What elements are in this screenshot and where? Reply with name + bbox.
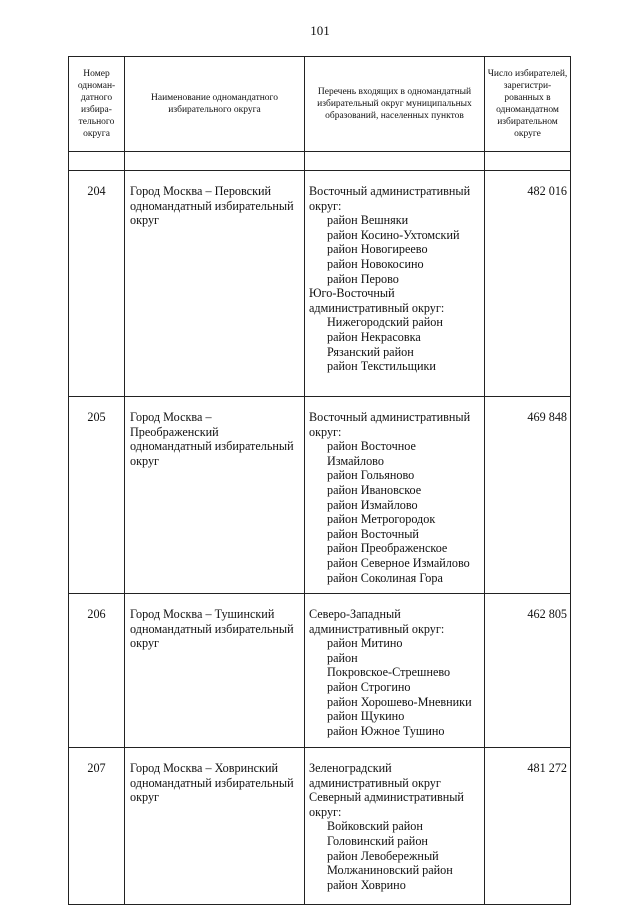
municipality-line: район Ивановское xyxy=(327,482,422,497)
municipality-line: Нижегородский район xyxy=(327,315,443,330)
municipality-line: Северный административный xyxy=(309,790,464,805)
district-name: Город Москва – Преображенский одномандатный избирательный округ xyxy=(125,397,305,594)
municipality-line: район Некрасовка xyxy=(327,329,421,344)
table-row xyxy=(69,748,571,905)
table-row xyxy=(69,171,571,397)
district-name: Город Москва – Тушинский одномандатный избирательный округ xyxy=(125,594,305,748)
municipality-line: район Перово xyxy=(327,271,399,286)
municipality-list xyxy=(305,748,485,905)
municipality-line: Восточный административный xyxy=(309,184,471,198)
header-voter-count: Число избирателей, зарегистри- рованных в одномандатном избирательном округе xyxy=(485,57,571,152)
municipality-line: административный округ: xyxy=(309,300,445,315)
municipality-line: район Вешняки xyxy=(327,213,409,228)
municipality-line: район Митино xyxy=(327,636,403,651)
municipality-line: район Соколиная Гора xyxy=(327,570,443,585)
municipality-line: административный округ: xyxy=(309,621,445,636)
table-header-row xyxy=(69,57,571,152)
municipality-line: район Хорошево-Мневники xyxy=(327,694,472,709)
district-name: Город Москва – Перовский одномандатный избирательный округ xyxy=(125,171,305,397)
voter-count: 481 272 xyxy=(485,748,571,905)
municipality-line: район Новокосино xyxy=(327,256,424,271)
municipality-line: Войковский район xyxy=(327,819,423,834)
municipality-line: район Косино-Ухтомский xyxy=(327,227,460,242)
spacer-row xyxy=(69,152,571,171)
municipality-line: район Щукино xyxy=(327,709,405,724)
municipality-line: Северо-Западный xyxy=(309,607,401,621)
table-row xyxy=(69,594,571,748)
municipality-list xyxy=(305,397,485,594)
municipality-line: район Южное Тушино xyxy=(327,723,445,738)
header-municipalities: Перечень входящих в одномандатный избирательный округ муниципальных образований, населенных пунктов xyxy=(305,57,485,152)
municipality-line: район Измайлово xyxy=(327,497,418,512)
header-district-number: Номер одноман- датного избира- тельного округа xyxy=(69,57,125,152)
municipality-line: район Строгино xyxy=(327,679,411,694)
municipality-list xyxy=(305,171,485,397)
municipality-line: район Гольяново xyxy=(327,468,415,483)
municipality-line: административный округ xyxy=(309,775,441,790)
municipality-line: район xyxy=(327,650,358,665)
voter-count: 482 016 xyxy=(485,171,571,397)
municipality-line: Покровское-Стрешнево xyxy=(327,665,451,680)
municipality-line: Молжаниновский район xyxy=(327,863,453,878)
municipality-line: Восточный административный xyxy=(309,410,471,424)
municipality-line: район Преображенское xyxy=(327,541,448,556)
municipality-line: район Метрогородок xyxy=(327,512,436,527)
district-number: 206 xyxy=(69,594,125,748)
district-number: 204 xyxy=(69,171,125,397)
header-district-name: Наименование одномандатного избирательного округа xyxy=(125,57,305,152)
municipality-line: округ: xyxy=(309,424,342,439)
municipality-line: округ: xyxy=(309,804,342,819)
table-row xyxy=(69,397,571,594)
district-name: Город Москва – Ховринский одномандатный избирательный округ xyxy=(125,748,305,905)
municipality-line: район Северное Измайлово xyxy=(327,555,470,570)
municipality-line: Зеленоградский xyxy=(309,761,392,775)
district-number: 205 xyxy=(69,397,125,594)
voter-count: 469 848 xyxy=(485,397,571,594)
municipality-line: район Ховрино xyxy=(327,877,406,892)
municipality-line: Измайлово xyxy=(327,453,384,468)
municipality-line: район Левобережный xyxy=(327,848,439,863)
page-number: 101 xyxy=(310,23,330,38)
district-number: 207 xyxy=(69,748,125,905)
municipality-line: район Восточный xyxy=(327,526,419,541)
municipality-line: район Новогиреево xyxy=(327,242,428,257)
districts-table xyxy=(68,56,571,905)
voter-count: 462 805 xyxy=(485,594,571,748)
municipality-line: Рязанский район xyxy=(327,344,414,359)
municipality-line: район Восточное xyxy=(327,439,416,454)
municipality-list xyxy=(305,594,485,748)
municipality-line: округ: xyxy=(309,198,342,213)
municipality-line: Юго-Восточный xyxy=(309,286,395,301)
municipality-line: Головинский район xyxy=(327,833,428,848)
municipality-line: район Текстильщики xyxy=(327,359,436,374)
